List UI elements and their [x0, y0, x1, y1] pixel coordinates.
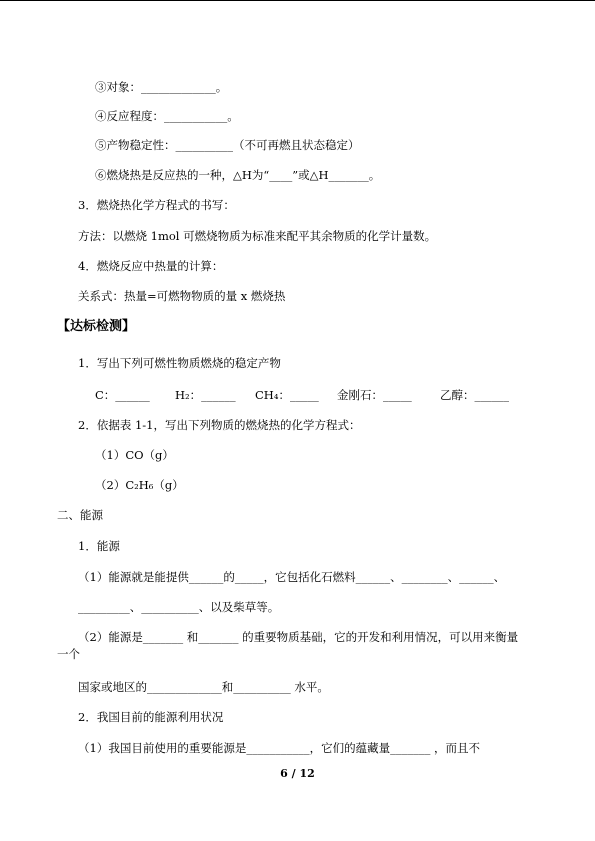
page-number: 6 / 12 [280, 767, 315, 780]
section-3-title: 3．燃烧热化学方程式的书写： [78, 198, 235, 212]
product-h2: H₂：______ [175, 388, 236, 402]
energy-definition: （1）能源就是能提供______的_____，它包括化石燃料______、________、______、 [78, 570, 506, 584]
item-object: ③对象：_____________。 [95, 80, 228, 94]
energy-status-title: 2．我国目前的能源利用状况 [78, 710, 224, 724]
energy-subtitle: 1．能源 [78, 539, 120, 553]
item-reaction-degree: ④反应程度：___________。 [95, 109, 239, 123]
item-product-stability: ⑤产物稳定性：__________（不可再燃且状态稳定） [95, 138, 360, 152]
question-2: 2．依据表 1-1，写出下列物质的燃烧热的化学方程式： [78, 418, 361, 432]
product-diamond: 金刚石：_____ [337, 388, 412, 402]
assessment-heading: 【达标检测】 [57, 319, 136, 334]
product-ethanol: 乙醇：______ [440, 388, 509, 402]
products-row [0, 387, 595, 403]
relation-text: 关系式：热量=可燃物物质的量 x 燃烧热 [78, 289, 286, 303]
energy-basis: （2）能源是_______ 和_______ 的重要物质基础，它的开发和利用情况，可以用来衡量 [78, 630, 519, 644]
question-1: 1．写出下列可燃性物质燃烧的稳定产物 [78, 356, 281, 370]
energy-status-item-1: （1）我国目前使用的重要能源是___________，它们的蕴藏量_______ ，而且不 [78, 741, 480, 755]
product-ch4: CH₄：_____ [255, 388, 319, 402]
energy-level: 国家或地区的_____________和__________ 水平。 [78, 680, 329, 694]
product-c: C：______ [95, 388, 150, 402]
energy-basis-wrap: 一个 [57, 647, 80, 661]
method-text: 方法：以燃烧 1mol 可燃烧物质为标准来配平其余物质的化学计量数。 [78, 229, 437, 243]
question-2-item-1: （1）CO（g） [95, 448, 174, 462]
energy-definition-cont: _________、__________、以及柴草等。 [78, 600, 280, 614]
question-2-item-2: （2）C₂H₆（g） [95, 478, 184, 492]
item-combustion-heat-sign: ⑥燃烧热是反应热的一种，△H为“____”或△H_______。 [95, 168, 381, 182]
section-4-title: 4．燃烧反应中热量的计算： [78, 259, 224, 273]
section-energy-title: 二、能源 [57, 508, 103, 522]
top-rule [0, 0, 595, 1]
